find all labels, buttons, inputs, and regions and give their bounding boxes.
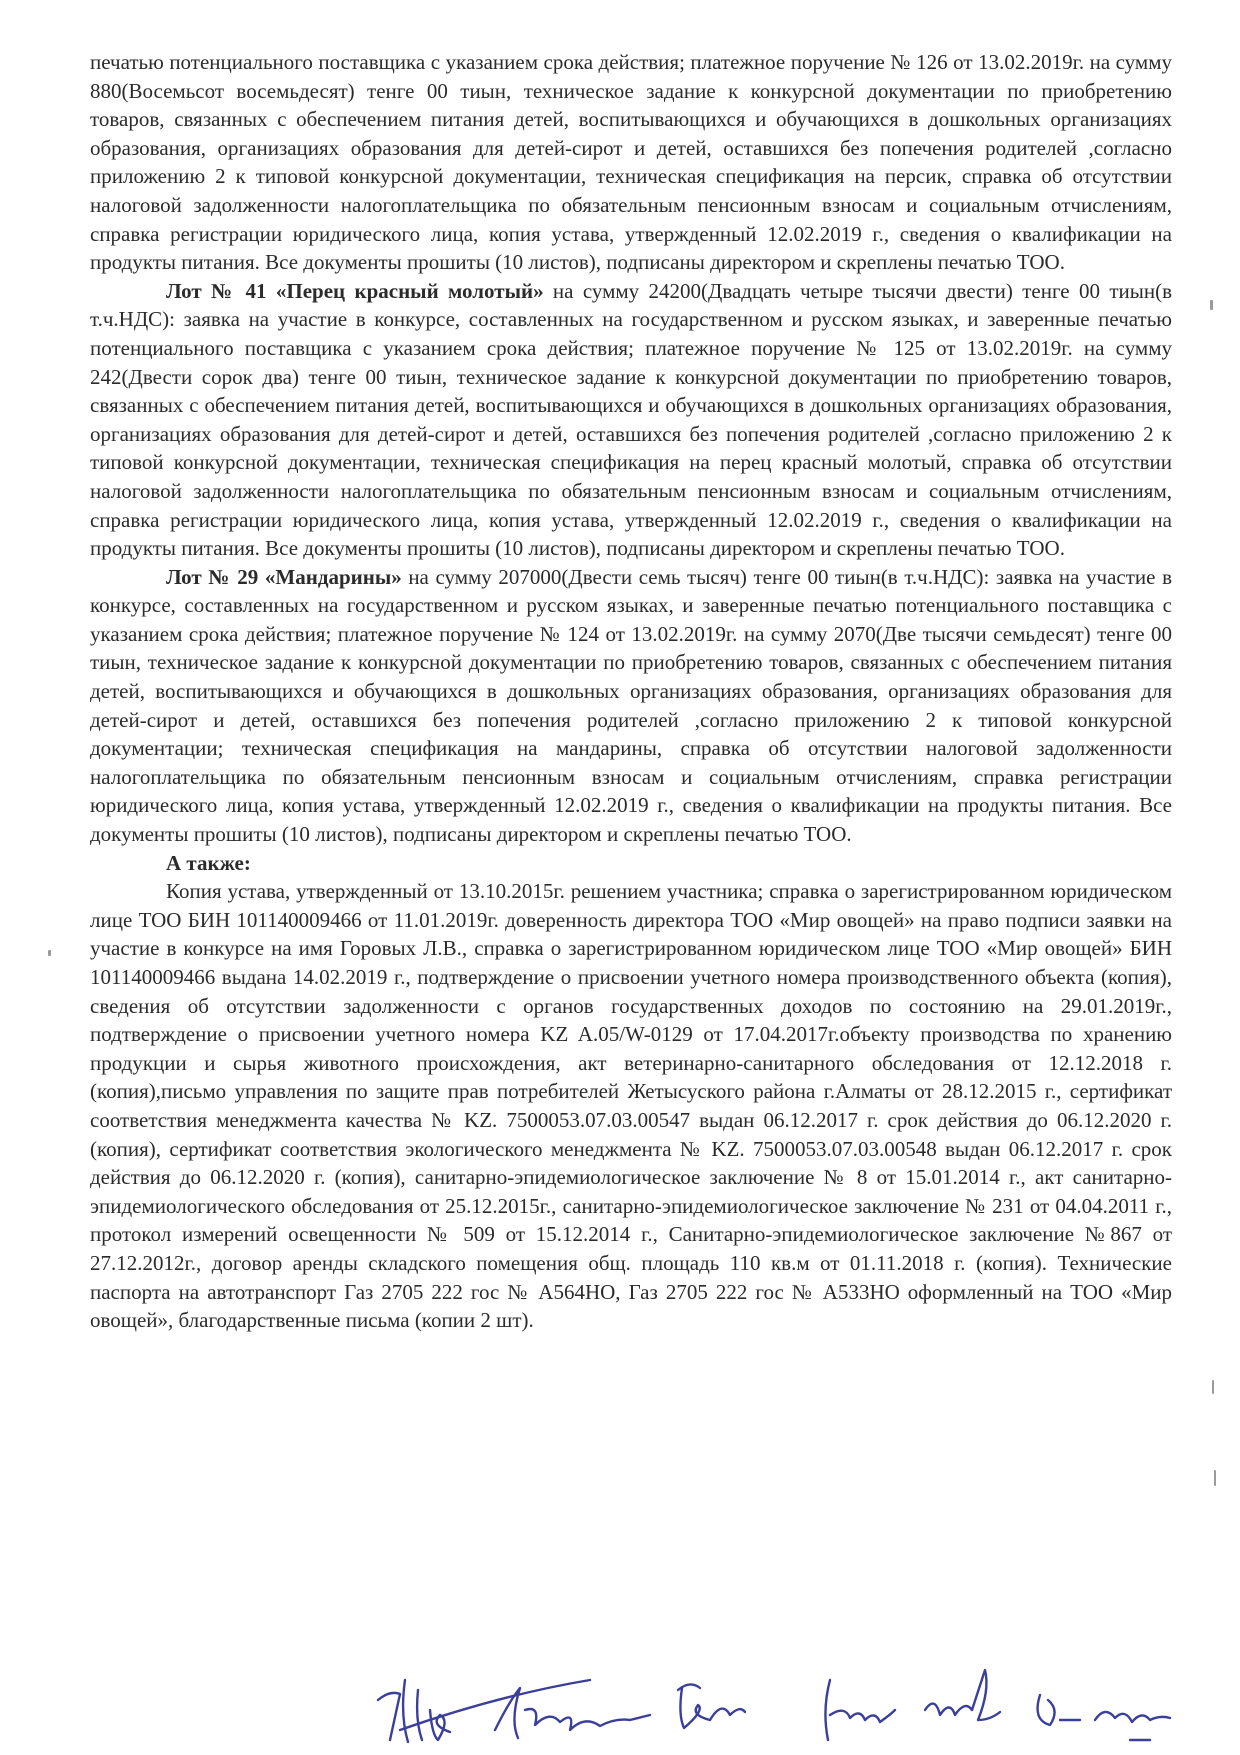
- lot-41-title: Лот № 41 «Перец красный молотый»: [166, 278, 544, 303]
- signature-4: [825, 1680, 895, 1740]
- signature-6: [1038, 1695, 1170, 1740]
- scan-speck: [1214, 1470, 1216, 1486]
- document-page: [90, 48, 1172, 1335]
- lot-29-body: на сумму 207000(Двести семь тысяч) тенге 00 тиын(в т.ч.НДС): заявка на участие в конкурсе, составленных на государственном и русском языках, и заверенные печатью потенциального поставщика с указанием срока действия; платежное поручение № 124 от 13.02.2019г. на сумму 2070(Две тысячи семьдесят) тенге 00 тиын, техническое задание к конкурсной документации по приобретению товаров, связанных с обеспечением питания детей, воспитывающихся и обучающихся в дошкольных организациях образования, организациях образования для детей-сирот и детей, оставшихся без попечения родителей ,согласно приложению 2 к типовой конкурсной документации; техническая спецификация на мандарины, справка об отсутствии налоговой задолженности налогоплательщика по обязательным пенсионным взносам и социальным отчислениям, справка регистрации юридического лица, копия устава, утвержденный 12.02.2019 г., сведения о квалификации на продукты питания. Все документы прошиты (10 листов), подписаны директором и скреплены печатью ТОО.: [90, 564, 1172, 847]
- scan-speck: [48, 950, 51, 956]
- lot-29-title: Лот № 29 «Мандарины»: [166, 564, 402, 589]
- lot-29-paragraph: [90, 563, 1172, 849]
- lot-41-body: на сумму 24200(Двадцать четыре тысячи двести) тенге 00 тиын(в т.ч.НДС): заявка на участие в конкурсе, составленных на государственном и русском языках, и заверенные печатью потенциального поставщика с указанием срока действия; платежное поручение № 125 от 13.02.2019г. на сумму 242(Двести сорок два) тенге 00 тиын, техническое задание к конкурсной документации по приобретению товаров, связанных с обеспечением питания детей, воспитывающихся и обучающихся в дошкольных организациях образования, организациях образования для детей-сирот и детей, оставшихся без попечения родителей ,согласно приложению 2 к типовой конкурсной документации, техническая спецификация на перец красный молотый, справка об отсутствии налоговой задолженности налогоплательщика по обязательным пенсионным взносам и социальным отчислениям, справка регистрации юридического лица, копия устава, утвержденный 12.02.2019 г., сведения о квалификации на продукты питания. Все документы прошиты (10 листов), подписаны директором и скреплены печатью ТОО.: [90, 278, 1172, 561]
- intro-paragraph: печатью потенциального поставщика с указанием срока действия; платежное поручение № 126 от 13.02.2019г. на сумму 880(Восемьсот восемьдесят) тенге 00 тиын, техническое задание к конкурсной документации по приобретению товаров, связанных с обеспечением питания детей, воспитывающихся и обучающихся в дошкольных организациях образования, организациях образования для детей-сирот и детей, оставшихся без попечения родителей ,согласно приложению 2 к типовой конкурсной документации, техническая спецификация на персик, справка об отсутствии налоговой задолженности налогоплательщика по обязательным пенсионным взносам и социальным отчислениям, справка регистрации юридического лица, копия устава, утвержденный 12.02.2019 г., сведения о квалификации на продукты питания. Все документы прошиты (10 листов), подписаны директором и скреплены печатью ТОО.: [90, 50, 1172, 275]
- signature-5: [925, 1670, 1000, 1720]
- scan-speck: [1212, 1380, 1214, 1394]
- lot-41-paragraph: [90, 277, 1172, 563]
- signature-1: [378, 1680, 590, 1742]
- signature-2: [495, 1688, 650, 1738]
- scan-speck: [1210, 300, 1213, 310]
- signature-3: [678, 1684, 745, 1728]
- signatures-block: [360, 1660, 1200, 1750]
- also-heading: А также:: [166, 850, 251, 875]
- signatures-svg: [360, 1660, 1200, 1750]
- also-paragraph: Копия устава, утвержденный от 13.10.2015г. решением участника; справка о зарегистрированном юридическом лице ТОО БИН 101140009466 от 11.01.2019г. доверенность директора ТОО «Мир овощей» на право подписи заявки на участие в конкурсе на имя Горовых Л.В., справка о зарегистрированном юридическом лице ТОО «Мир овощей» БИН 101140009466 выдана 14.02.2019 г., подтверждение о присвоении учетного номера производственного объекта (копия), сведения об отсутствии задолженности с органов государственных доходов по состоянию на 29.01.2019г., подтверждение о присвоении учетного номера KZ A.05/W-0129 от 17.04.2017г.объекту производства по хранению продукции и сырья животного происхождения, акт ветеринарно-санитарного обследования от 12.12.2018 г. (копия),письмо управления по защите прав потребителей Жетысуского района г.Алматы от 28.12.2015 г., сертификат соответствия менеджмента качества № KZ. 7500053.07.03.00547 выдан 06.12.2017 г. срок действия до 06.12.2020 г. (копия), сертификат соответствия экологического менеджмента № KZ. 7500053.07.03.00548 выдан 06.12.2017 г. срок действия до 06.12.2020 г. (копия), санитарно-эпидемиологическое заключение № 8 от 15.01.2014 г., акт санитарно-эпидемиологического обследования от 25.12.2015г., санитарно-эпидемиологическое заключение № 231 от 04.04.2011 г., протокол измерений освещенности № 509 от 15.12.2014 г., Санитарно-эпидемиологическое заключение №867 от 27.12.2012г., договор аренды складского помещения общ. площадь 110 кв.м от 01.11.2018 г. (копия). Технические паспорта на автотранспорт Газ 2705 222 гос № A564HO, Газ 2705 222 гос № A533HO оформленный на ТОО «Мир овощей», благодарственные письма (копии 2 шт).: [90, 879, 1172, 1333]
